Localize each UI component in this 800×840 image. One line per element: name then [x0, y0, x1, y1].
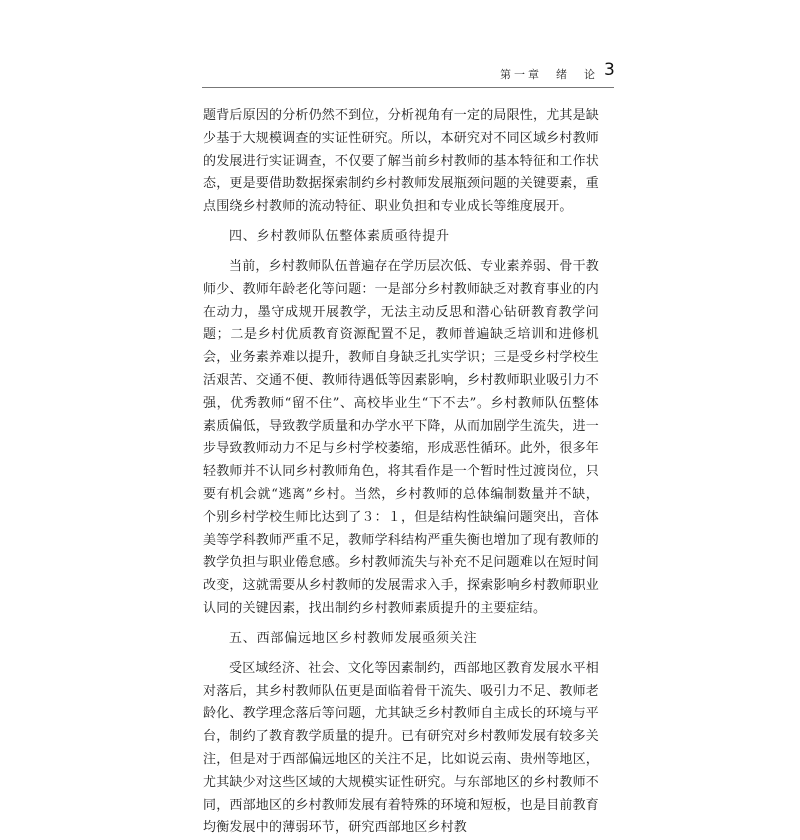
body-text — [203, 105, 599, 840]
paragraph-western-regions: 受区域经济、社会、文化等因素制约，西部地区教育发展水平相对落后，其乡村教师队伍更是面临着骨干流失、吸引力不足、教师老龄化、教学理念落后等问题，尤其缺乏乡村教师自主成长的环境与平台，制约了教育教学质量的提升。已有研究对乡村教师发展有较多关注，但是对于西部偏远地区的关注不足，比如说云南、贵州等地区，尤其缺少对这些区域的大规模实证性研究。与东部地区的乡村教师不同，西部地区的乡村教师发展有着特殊的环境和短板，也是目前教育均衡发展中的薄弱环节，研究西部地区乡村教 — [203, 660, 600, 836]
paragraph-continued: 题背后原因的分析仍然不到位，分析视角有一定的局限性，尤其是缺少基于大规模调查的实证性研究。所以，本研究对不同区域乡村教师的发展进行实证调查，不仅要了解当前乡村教师的基本特征和工作状态，更是要借助数据探索制约乡村教师发展瓶颈问题的关键要素，重点围绕乡村教师的流动特征、职业负担和专业成长等维度展开。 — [203, 108, 600, 215]
paragraph-teacher-quality: 当前，乡村教师队伍普遍存在学历层次低、专业素养弱、骨干教师少、教师年龄老化等问题：一是部分乡村教师缺乏对教育事业的内在动力，墨守成规开展教学，无法主动反思和潜心钻研教育教学问题；二是乡村优质教育资源配置不足，教师普遍缺乏培训和进修机会，业务素养难以提升，教师自身缺乏扎实学识；三是受乡村学校生活艰苦、交通不便、教师待遇低等因素影响，乡村教师职业吸引力不强，优秀教师“留不住”、高校毕业生“下不去”。乡村教师队伍整体素质偏低，导致教学质量和办学水平下降，从而加剧学生流失，进一步导致教师动力不足与乡村学校萎缩，形成恶性循环。此外，很多年轻教师并不认同乡村教师角色，将其看作是一个暂时性过渡岗位，只要有机会就“逃离”乡村。当然，乡村教师的总体编制数量并不缺，个别乡村学校生师比达到了３：１，但是结构性缺编问题突出，音体美等学科教师严重不足，教师学科结构严重失衡也增加了现有教师的教学负担与职业倦怠感。乡村教师流失与补充不足问题难以在短时间改变，这就需要从乡村教师的发展需求入手，探索影响乡村教师职业认同的关键因素，找出制约乡村教师素质提升的主要症结。 — [203, 258, 600, 616]
section-heading-4: 四、乡村教师队伍整体素质亟待提升 — [229, 228, 450, 244]
page-number: 3 — [604, 60, 615, 80]
running-header: 第一章 绪 论 — [500, 68, 598, 81]
header-divider — [202, 87, 614, 88]
section-heading-5: 五、西部偏远地区乡村教师发展亟须关注 — [229, 630, 478, 646]
